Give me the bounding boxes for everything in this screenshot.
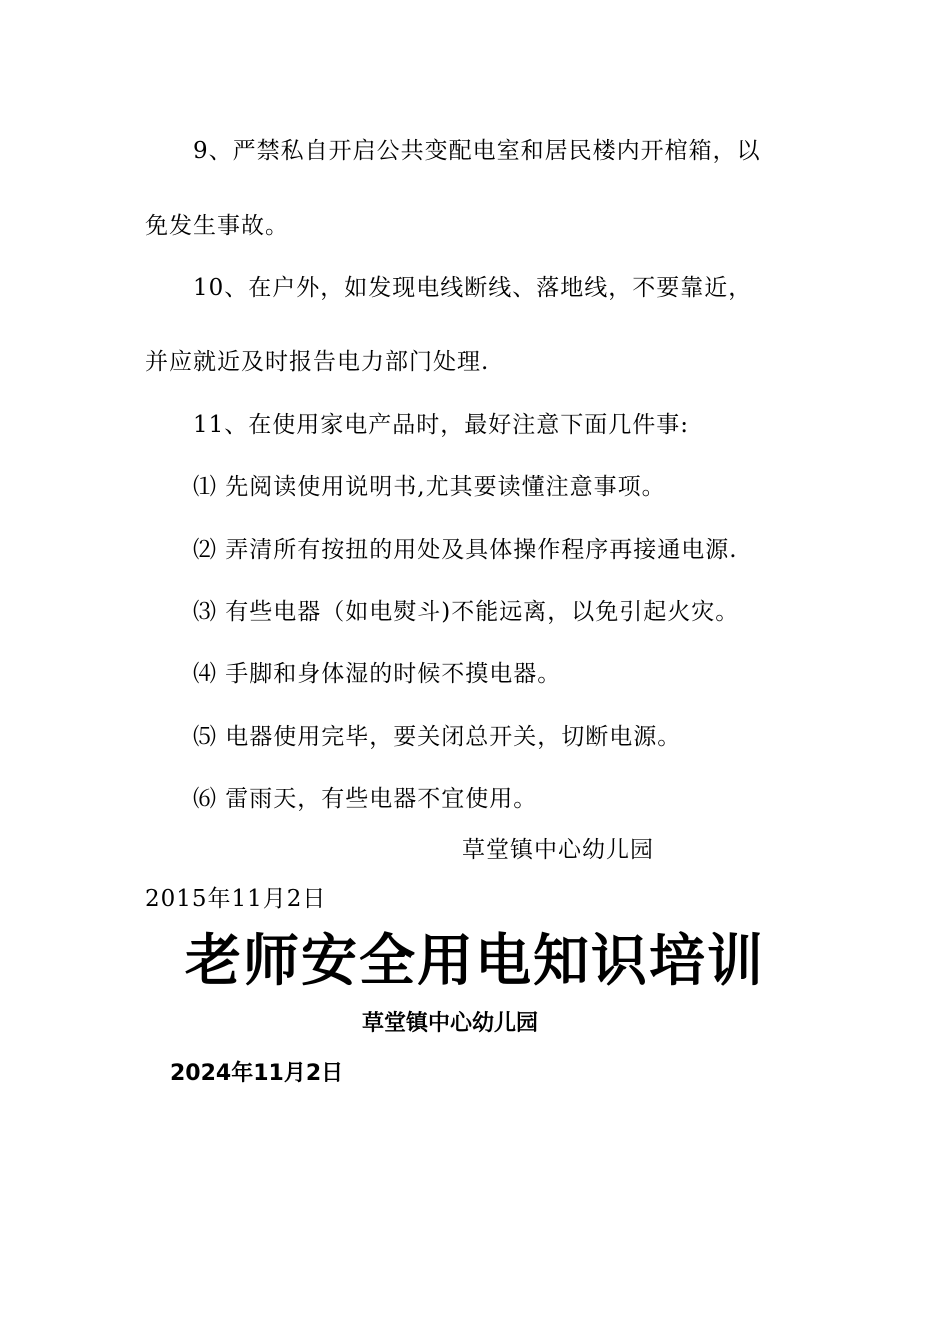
cover-date: 2024年11月2日 <box>170 1061 344 1086</box>
paragraph-rule-11: 11、在使用家电产品时，最好注意下面几件事: <box>193 412 690 438</box>
signature-org: 草堂镇中心幼儿园 <box>462 837 654 863</box>
paragraph-rule-9-cont: 免发生事故。 <box>145 213 289 239</box>
paragraph-rule-9: 9、严禁私自开启公共变配电室和居民楼内开棺箱，以 <box>193 138 761 164</box>
page-title: 老师安全用电知识培训 <box>185 929 765 994</box>
list-item-3: ⑶ 有些电器（如电熨斗)不能远离，以免引起火灾。 <box>193 599 740 625</box>
paragraph-rule-10: 10、在户外，如发现电线断线、落地线，不要靠近， <box>193 275 753 301</box>
paragraph-rule-10-cont: 并应就近及时报告电力部门处理. <box>145 349 490 375</box>
list-item-1: ⑴ 先阅读使用说明书,尤其要读懂注意事项。 <box>193 474 666 500</box>
cover-org: 草堂镇中心幼儿园 <box>362 1011 539 1036</box>
signature-date: 2015年11月2日 <box>145 886 327 912</box>
list-item-4: ⑷ 手脚和身体湿的时候不摸电器。 <box>193 661 562 687</box>
list-item-2: ⑵ 弄清所有按扭的用处及具体操作程序再接通电源. <box>193 537 738 563</box>
list-item-5: ⑸ 电器使用完毕，要关闭总开关，切断电源。 <box>193 724 682 750</box>
list-item-6: ⑹ 雷雨天，有些电器不宜使用。 <box>193 786 538 812</box>
